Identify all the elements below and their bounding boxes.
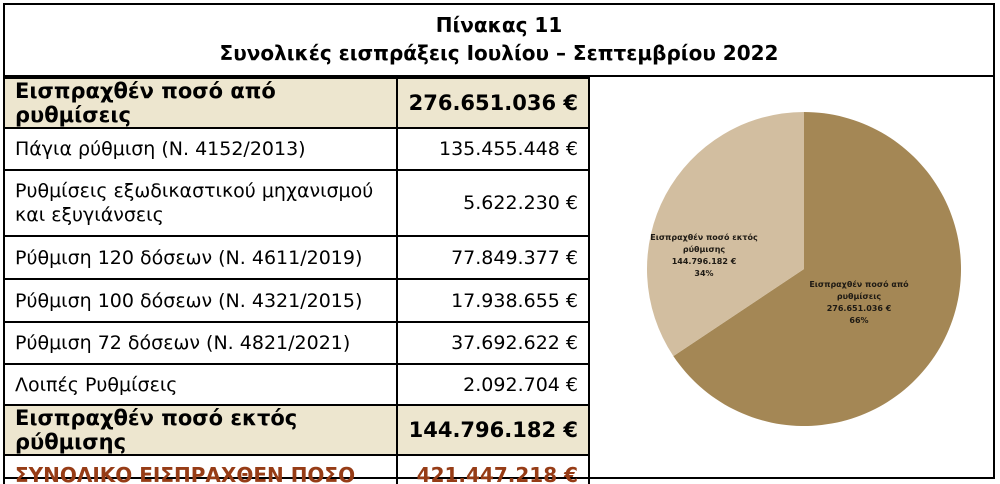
- row-amount: 2.092.704 €: [397, 364, 589, 405]
- row-label: Εισπραχθέν ποσό εκτός ρύθμισης: [4, 405, 397, 455]
- row-amount: 276.651.036 €: [397, 78, 589, 128]
- pie-label-settlements: Εισπραχθέν ποσό από ρυθμίσεις 276.651.036 € 66%: [809, 280, 909, 325]
- total-label: ΣΥΝΟΛΙΚΟ ΕΙΣΠΡΑΧΘΕΝ ΠΟΣΟ: [4, 455, 397, 484]
- table-header: [3, 3, 995, 77]
- table-row: [4, 279, 589, 322]
- row-label: Ρύθμιση 120 δόσεων (Ν. 4611/2019): [4, 236, 397, 279]
- pie-label-outside-settlements: Εισπραχθέν ποσό εκτός ρύθμισης 144.796.182 € 34%: [650, 233, 758, 278]
- table-row: [4, 170, 589, 236]
- pie-chart: [587, 77, 995, 479]
- table-row: [4, 78, 589, 128]
- table-row: [4, 364, 589, 405]
- table-row: [4, 236, 589, 279]
- collections-table: [3, 77, 590, 484]
- table-row-total: [4, 455, 589, 484]
- row-label: Ρύθμιση 100 δόσεων (Ν. 4321/2015): [4, 279, 397, 322]
- table-number: Πίνακας 11: [435, 13, 563, 37]
- row-label: Πάγια ρύθμιση (Ν. 4152/2013): [4, 128, 397, 170]
- row-amount: 144.796.182 €: [397, 405, 589, 455]
- table-row: [4, 405, 589, 455]
- row-amount: 5.622.230 €: [397, 170, 589, 236]
- total-amount: 421.447.218 €: [397, 455, 589, 484]
- row-label: Λοιπές Ρυθμίσεις: [4, 364, 397, 405]
- chart-area: [587, 77, 995, 479]
- row-amount: 135.455.448 €: [397, 128, 589, 170]
- row-amount: 17.938.655 €: [397, 279, 589, 322]
- table-title: Συνολικές εισπράξεις Ιουλίου – Σεπτεμβρίου 2022: [219, 41, 779, 65]
- row-amount: 37.692.622 €: [397, 322, 589, 364]
- row-label: Ρύθμιση 72 δόσεων (Ν. 4821/2021): [4, 322, 397, 364]
- row-label: Εισπραχθέν ποσό από ρυθμίσεις: [4, 78, 397, 128]
- table-row: [4, 128, 589, 170]
- table-row: [4, 322, 589, 364]
- row-amount: 77.849.377 €: [397, 236, 589, 279]
- row-label: Ρυθμίσεις εξωδικαστικού μηχανισμού και εξυγιάνσεις: [4, 170, 397, 236]
